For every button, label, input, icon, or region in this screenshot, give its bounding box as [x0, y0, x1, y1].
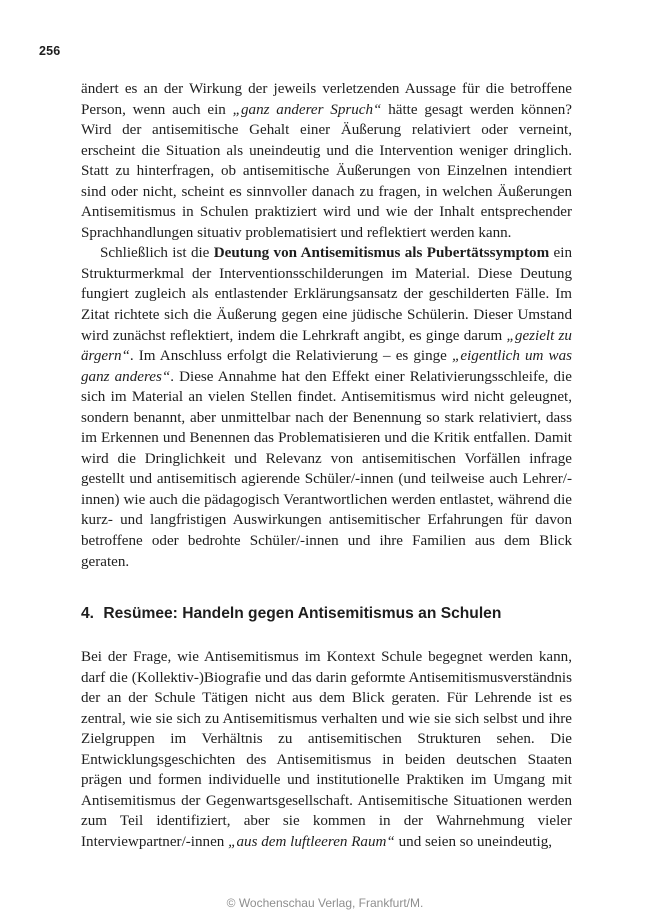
- text-run: Schließlich ist die: [100, 245, 214, 262]
- copyright-footer: © Wochenschau Verlag, Frankfurt/M.: [226, 896, 424, 910]
- emphasis-quote: „gezielt zu ärgern“: [81, 327, 572, 365]
- page-number: 256: [39, 44, 61, 58]
- text-run: Bei der Frage, wie Antisemitismus im Kontext Schule begegnet werden kann, darf die (Kollektiv-)Biografie und das darin geformte Antisemitismusverständnis der an der Schule Tätigen nicht aus dem Blick geraten. Für Lehrende ist es zentral, wie sie sich zu Antisemitismus verhalten und wie sie sich selbst und ihre Zielgruppen im Verhältnis zu antisemitischen Strukturen sehen. Die Entwicklungsgeschichten des Antisemitismus in beiden deutschen Staaten prägen und formen individuelle und institutionelle Praktiken im Umgang mit Antisemitismus der Gegenwartsgesellschaft. Antisemitische Situationen werden zum Teil identifiziert, aber sie kommen in der Wahrnehmung vieler Interviewpartner/-innen: [81, 649, 572, 850]
- text-run: ein Strukturmerkmal der Interventionsschilderungen im Material. Diese Deutung fungiert zugleich als entlastender Erklärungsansatz der geschilderten Fälle. Im Zitat richtete sich die Äußerung gegen eine jüdische Schülerin. Dieser Umstand wird zunächst reflektiert, indem die Lehrkraft angibt, es ginge darum: [81, 245, 572, 344]
- section-title: Resümee: Handeln gegen Antisemitismus an Schulen: [103, 605, 502, 622]
- bold-term: Deutung von Antisemitismus als Pubertätssymptom: [213, 245, 550, 262]
- emphasis-quote: „ganz anderer Spruch“: [232, 101, 382, 118]
- paragraph-1: [81, 79, 572, 243]
- body-text-upper: [81, 79, 572, 572]
- text-run: . Diese Annahme hat den Effekt einer Relativierungsschleife, die sich im Material an vielen Stellen findet. Antisemitismus wird nicht geleugnet, sondern benannt, aber unmittelbar nach der Benennung so stark relativiert, dass im Erkennen und Benennen das Problematisieren und die Kritik entfallen. Damit wird die Dringlichkeit und Relevanz von antisemitischen Vorfällen infrage gestellt und antisemitisch agierende Schüler/-innen (und teilweise auch Lehrer/-innen) wie auch die pädagogisch Verantwortlichen werden entlastet, während die kurz- und langfristigen Auswirkungen antisemitischer Erfahrungen für davon betroffene oder bedrohte Schüler/-innen und ihre Familien aus dem Blick geraten.: [81, 368, 572, 570]
- emphasis-quote: „aus dem luftleeren Raum“: [228, 833, 395, 850]
- paragraph-2: [81, 243, 572, 572]
- paragraph-3: [81, 647, 572, 852]
- emphasis-quote: „eigentlich um was ganz anderes“: [81, 348, 573, 385]
- section-number: 4.: [81, 605, 95, 622]
- body-text-lower: [81, 647, 572, 852]
- text-run: hätte gesagt werden können? Wird der antisemitische Gehalt einer Äußerung relativiert oder verneint, erscheint die Situation als uneindeutig und die Intervention weniger dringlich. Statt zu hinterfragen, ob antisemitische Äußerungen von Einzelnen intendiert sind oder nicht, scheint es sinnvoller danach zu fragen, in welchen Äußerungen Antisemitismus in Schulen praktiziert wird und wie der Inhalt entsprechender Sprachhandlungen situativ problematisiert und reflektiert werden kann.: [81, 101, 572, 241]
- text-run: . Im Anschluss erfolgt die Relativierung – es ginge: [129, 348, 452, 365]
- section-heading: [81, 604, 572, 624]
- text-run: ändert es an der Wirkung der jeweils verletzenden Aussage für die betroffene Person, wenn auch ein: [81, 81, 572, 118]
- text-run: und seien so uneindeutig,: [394, 833, 553, 850]
